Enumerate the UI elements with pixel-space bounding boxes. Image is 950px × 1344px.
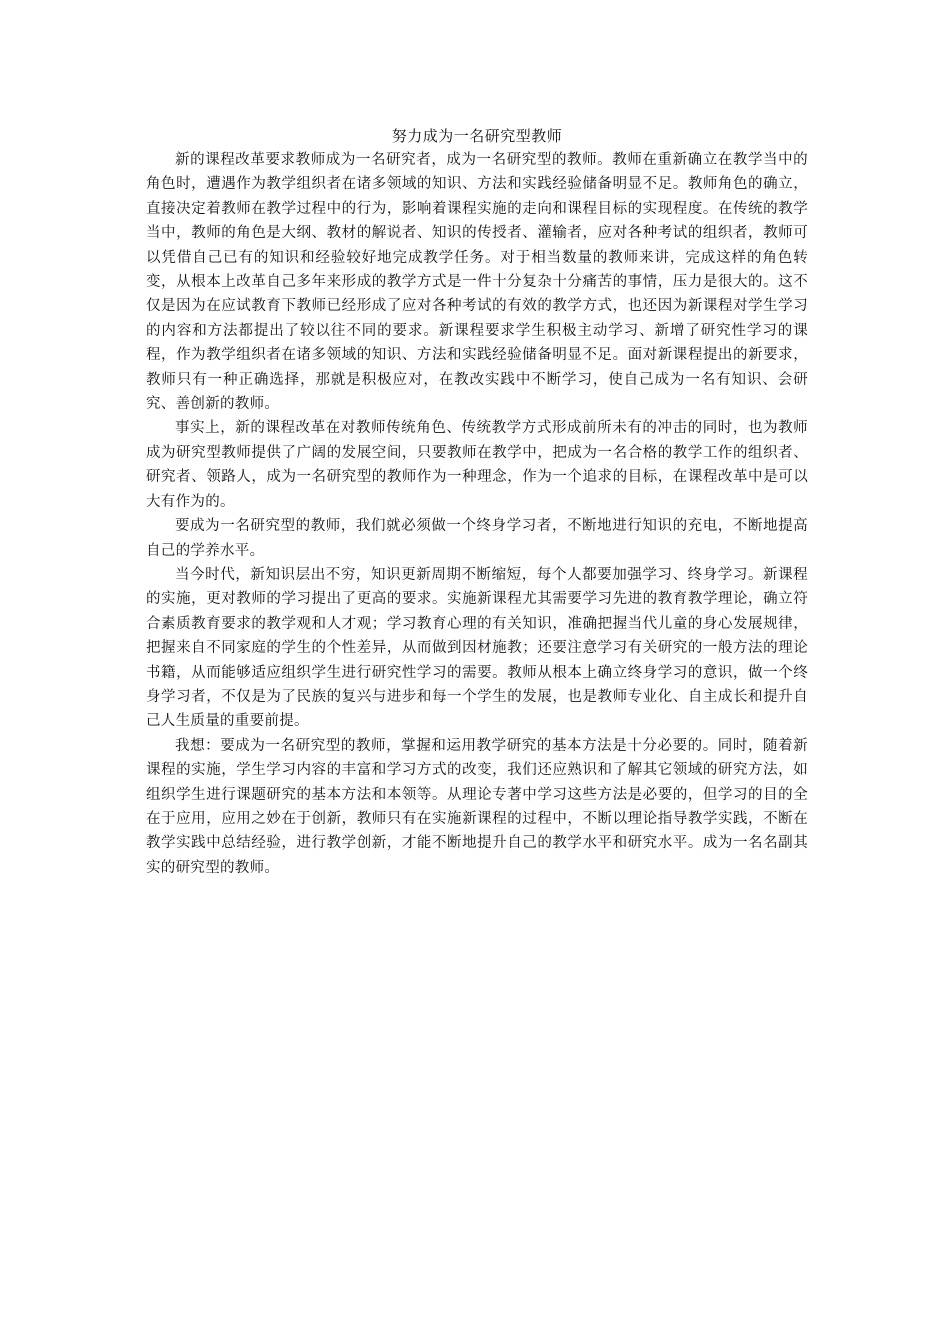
document-body — [146, 124, 808, 880]
paragraph-2: 事实上，新的课程改革在对教师传统角色、传统教学方式形成前所未有的冲击的同时，也为教师成为研究型教师提供了广阔的发展空间，只要教师在教学中，把成为一名合格的教学工作的组织者、研究者、领路人，成为一名研究型的教师作为一种理念，作为一个追求的目标，在课程改革中是可以大有作为的。 — [146, 420, 808, 510]
document-title: 努力成为一名研究型教师 — [391, 127, 563, 145]
paragraph-4: 当今时代，新知识层出不穷，知识更新周期不断缩短，每个人都要加强学习、终身学习。新课程的实施，更对教师的学习提出了更高的要求。实施新课程尤其需要学习先进的教育教学理论，确立符合素质教育要求的教学观和人才观；学习教育心理的有关知识，准确把握当代儿童的身心发展规律，把握来自不同家庭的学生的个性差异，从而做到因材施教；还要注意学习有关研究的一般方法的理论书籍，从而能够适应组织学生进行研究性学习的需要。教师从根本上确立终身学习的意识，做一个终身学习者，不仅是为了民族的复兴与进步和每一个学生的发展，也是教师专业化、自主成长和提升自己人生质量的重要前提。 — [146, 566, 808, 730]
paragraph-1: 新的课程改革要求教师成为一名研究者，成为一名研究型的教师。教师在重新确立在教学当中的角色时，遭遇作为教学组织者在诸多领域的知识、方法和实践经验储备明显不足。教师角色的确立，直接决定着教师在教学过程中的行为，影响着课程实施的走向和课程目标的实现程度。在传统的教学当中，教师的角色是大纲、教材的解说者、知识的传授者、灌输者，应对各种考试的组织者，教师可以凭借自己已有的知识和经验较好地完成教学任务。对于相当数量的教师来讲，完成这样的角色转变，从根本上改革自己多年来形成的教学方式是一件十分复杂十分痛苦的事情，压力是很大的。这不仅是因为在应试教育下教师已经形成了应对各种考试的有效的教学方式，也还因为新课程对学生学习的内容和方法都提出了较以往不同的要求。新课程要求学生积极主动学习、新增了研究性学习的课程，作为教学组织者在诸多领域的知识、方法和实践经验储备明显不足。面对新课程提出的新要求，教师只有一种正确选择，那就是积极应对，在教改实践中不断学习，使自己成为一名有知识、会研究、善创新的教师。 — [146, 152, 808, 413]
paragraph-5: 我想：要成为一名研究型的教师，掌握和运用教学研究的基本方法是十分必要的。同时，随着新课程的实施，学生学习内容的丰富和学习方式的改变，我们还应熟识和了解其它领域的研究方法，如组织学生进行课题研究的基本方法和本领等。从理论专著中学习这些方法是必要的，但学习的目的全在于应用，应用之妙在于创新，教师只有在实施新课程的过程中，不断以理论指导教学实践，不断在教学实践中总结经验，进行教学创新，才能不断地提升自己的教学水平和研究水平。成为一名名副其实的研究型的教师。 — [146, 737, 808, 876]
paragraph-3: 要成为一名研究型的教师，我们就必须做一个终身学习者，不断地进行知识的充电，不断地提高自己的学养水平。 — [146, 518, 808, 559]
